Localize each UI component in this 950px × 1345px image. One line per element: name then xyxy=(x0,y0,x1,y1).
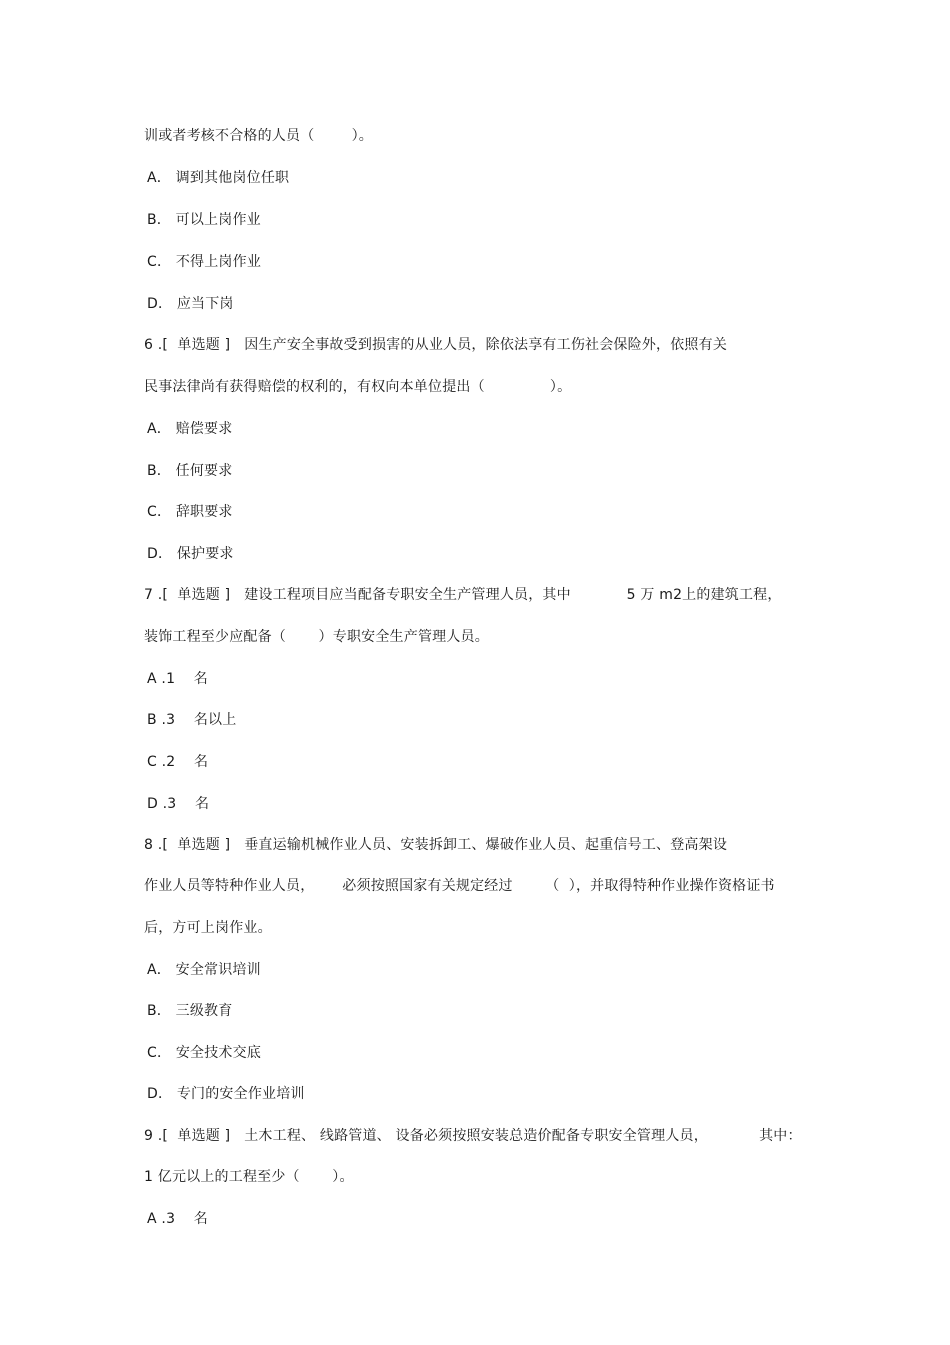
option-b: B． 三级教育 xyxy=(147,1003,233,1019)
question-9: 9 .[ 单选题 ] 土木工程、 线路管道、 设备必须按照安装总造价配备专职安全管理人员， 其中： xyxy=(144,1128,802,1144)
option-a: A． 赔偿要求 xyxy=(147,421,233,437)
question-7-continuation: 装饰工程至少应配备（ ）专职安全生产管理人员。 xyxy=(144,629,489,645)
option-c: C． 辞职要求 xyxy=(147,504,233,520)
question-8-continuation: 后，方可上岗作业。 xyxy=(144,920,272,936)
option-c: C． 安全技术交底 xyxy=(147,1045,262,1061)
option-d: D． 专门的安全作业培训 xyxy=(147,1086,305,1102)
question-8: 8 .[ 单选题 ] 垂直运输机械作业人员、安装拆卸工、爆破作业人员、起重信号工、登高架设 xyxy=(144,837,728,853)
option-c: C .2 名 xyxy=(147,754,209,770)
question-6-continuation: 民事法律尚有获得赔偿的权利的，有权向本单位提出（ ）。 xyxy=(144,379,572,395)
option-b: B .3 名以上 xyxy=(147,712,237,728)
question-7: 7 .[ 单选题 ] 建设工程项目应当配备专职安全生产管理人员，其中 5 万 m2上的建筑工程， xyxy=(144,587,782,603)
option-a: A .1 名 xyxy=(147,671,208,687)
option-a: A .3 名 xyxy=(147,1211,208,1227)
option-b: B． 任何要求 xyxy=(147,463,233,479)
question-8-continuation: 作业人员等特种作业人员， 必须按照国家有关规定经过 （ ），并取得特种作业操作资格证书 xyxy=(144,878,775,894)
option-a: A． 调到其他岗位任职 xyxy=(147,170,290,186)
option-d: D． 应当下岗 xyxy=(147,296,234,312)
option-c: C． 不得上岗作业 xyxy=(147,254,262,270)
question-9-continuation: 1 亿元以上的工程至少（ ）。 xyxy=(144,1169,354,1185)
option-b: B． 可以上岗作业 xyxy=(147,212,261,228)
option-d: D .3 名 xyxy=(147,796,210,812)
option-d: D． 保护要求 xyxy=(147,546,234,562)
option-a: A． 安全常识培训 xyxy=(147,962,261,978)
question-5-continuation: 训或者考核不合格的人员（ ）。 xyxy=(144,128,374,144)
question-6: 6 .[ 单选题 ] 因生产安全事故受到损害的从业人员，除依法享有工伤社会保险外，依照有关 xyxy=(144,337,728,353)
